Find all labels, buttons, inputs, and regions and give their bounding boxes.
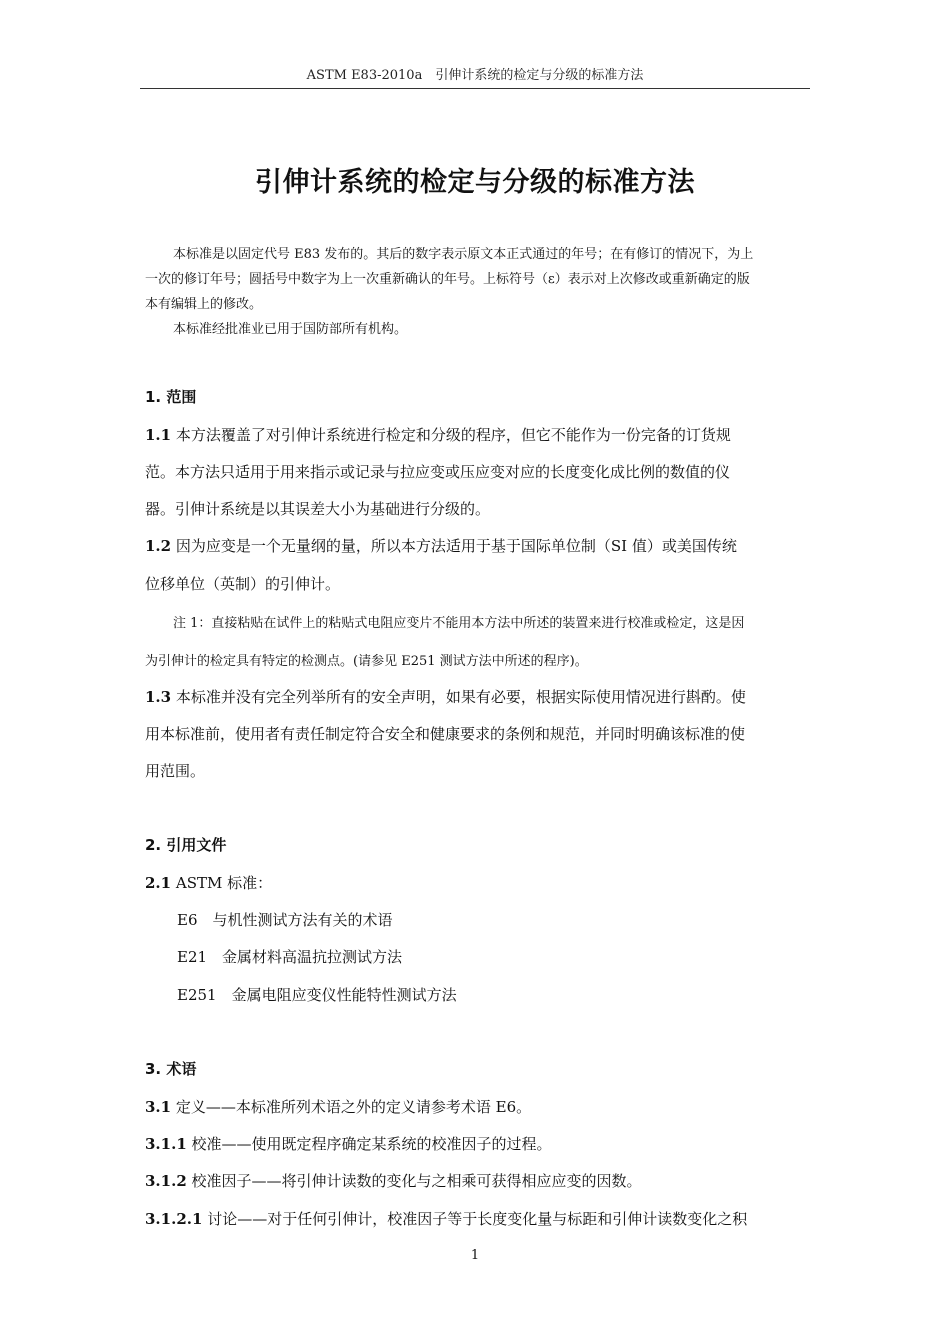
clause-text: 本方法覆盖了对引伸计系统进行检定和分级的程序，但它不能作为一份完备的订货规 — [175, 426, 731, 444]
clause-number: 1.1 — [145, 426, 172, 444]
clause-number: 1.3 — [145, 688, 172, 706]
clause-number: 1.2 — [145, 537, 172, 555]
clause-3-1-2-1 — [145, 1208, 747, 1229]
clause-number: 2.1 — [145, 874, 172, 892]
clause-text-line: 位移单位（英制）的引伸计。 — [145, 575, 341, 593]
section-heading-terminology: 3. 术语 — [145, 1060, 197, 1078]
clause-text-line: 范。本方法只适用于用来指示或记录与拉应变或压应变对应的长度变化成比例的数值的仪 — [145, 463, 731, 481]
preamble-line: 一次的修订年号；圆括号中数字为上一次重新确认的年号。上标符号（ε）表示对上次修改或重新确定的版 — [145, 272, 750, 287]
clause-number: 3.1.2 — [145, 1172, 187, 1190]
section-heading-references: 2. 引用文件 — [145, 836, 227, 854]
page-number: 1 — [470, 1248, 480, 1263]
clause-text: 定义——本标准所列术语之外的定义请参考术语 E6。 — [175, 1098, 532, 1116]
clause-text: 本标准并没有完全列举所有的安全声明，如果有必要，根据实际使用情况进行斟酌。使 — [175, 688, 746, 706]
header-rule — [140, 88, 810, 89]
clause-text-line: 器。引伸计系统是以其误差大小为基础进行分级的。 — [145, 500, 491, 518]
preamble-line: 本标准是以固定代号 E83 发布的。其后的数字表示原文本正式通过的年号；在有修订的情况下，为上 — [173, 247, 754, 262]
running-header: ASTM E83-2010a 引伸计系统的检定与分级的标准方法 — [306, 68, 644, 83]
clause-number: 3.1 — [145, 1098, 172, 1116]
section-heading-scope: 1. 范围 — [145, 388, 197, 406]
document-title: 引伸计系统的检定与分级的标准方法 — [255, 167, 695, 198]
clause-1-3 — [145, 686, 746, 707]
preamble-line: 本有编辑上的修改。 — [145, 297, 263, 312]
clause-text: 校准因子——将引伸计读数的变化与之相乘可获得相应应变的因数。 — [191, 1172, 642, 1190]
clause-3-1-2 — [145, 1170, 642, 1191]
clause-text: 讨论——对于任何引伸计，校准因子等于长度变化量与标距和引伸计读数变化之积 — [207, 1210, 748, 1228]
clause-number: 3.1.1 — [145, 1135, 187, 1153]
clause-3-1 — [145, 1096, 531, 1117]
clause-text: ASTM 标准： — [175, 874, 273, 892]
clause-3-1-1 — [145, 1133, 552, 1154]
reference-item: E251 金属电阻应变仪性能特性测试方法 — [177, 986, 457, 1004]
note-1-cont: 为引伸计的检定具有特定的检测点。(请参见 E251 测试方法中所述的程序)。 — [145, 654, 588, 669]
note-1: 注 1：直接粘贴在试件上的粘贴式电阻应变片不能用本方法中所述的装置来进行校准或检定，这是因 — [173, 616, 745, 631]
reference-item: E6 与机性测试方法有关的术语 — [177, 911, 393, 929]
clause-text-line: 用本标准前，使用者有责任制定符合安全和健康要求的条例和规范，并同时明确该标准的使 — [145, 725, 746, 743]
preamble-approval: 本标准经批准业已用于国防部所有机构。 — [173, 322, 408, 337]
clause-text: 校准——使用既定程序确定某系统的校准因子的过程。 — [191, 1135, 552, 1153]
clause-2-1 — [145, 872, 272, 893]
clause-text-line: 用范围。 — [145, 762, 206, 780]
clause-1-1 — [145, 424, 731, 445]
clause-1-2 — [145, 535, 737, 556]
clause-number: 3.1.2.1 — [145, 1210, 203, 1228]
reference-item: E21 金属材料高温抗拉测试方法 — [177, 948, 403, 966]
clause-text: 因为应变是一个无量纲的量，所以本方法适用于基于国际单位制（SI 值）或美国传统 — [175, 537, 737, 555]
